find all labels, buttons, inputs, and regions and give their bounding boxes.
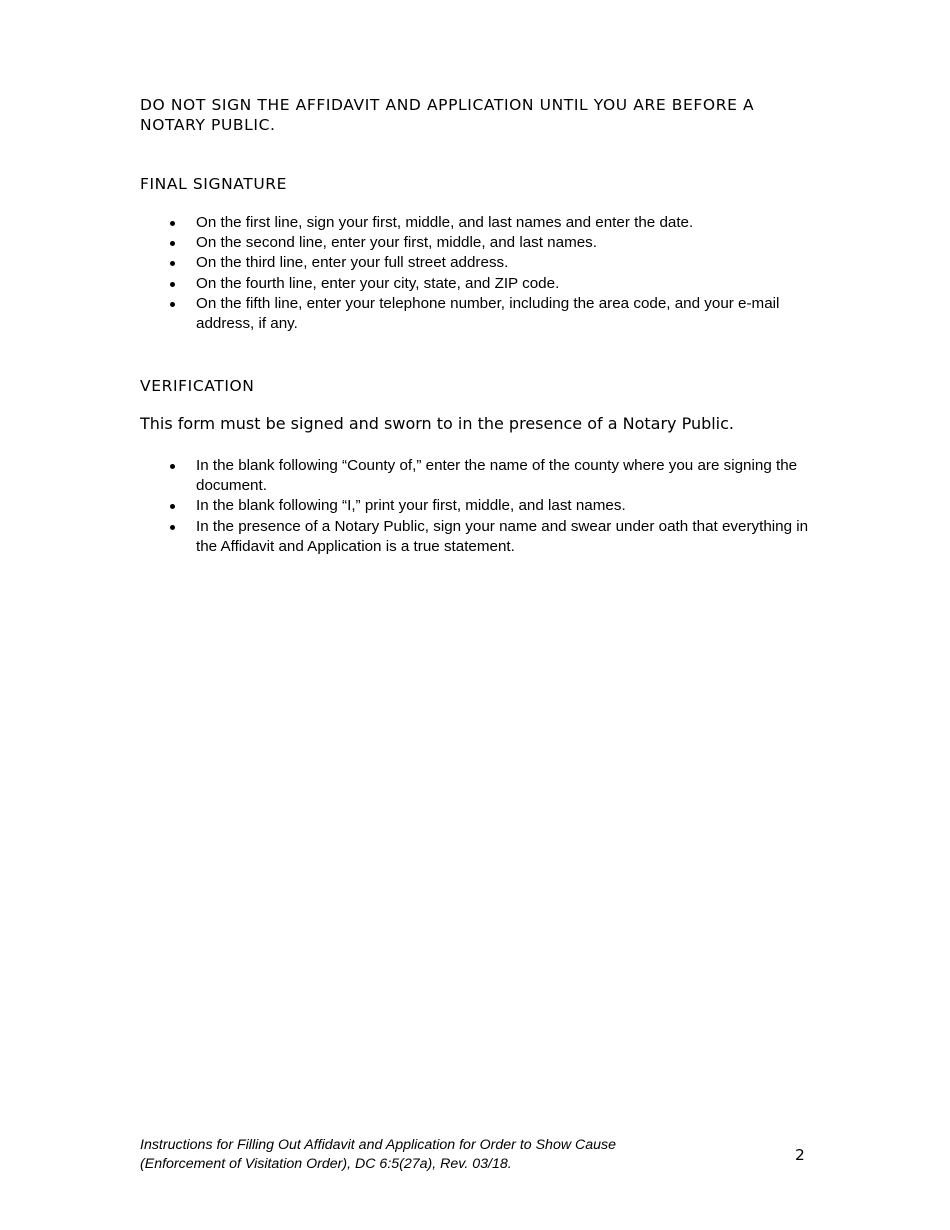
list-item: On the first line, sign your first, middle, and last names and enter the date. [140, 213, 820, 233]
bullet-icon [170, 504, 175, 509]
list-item: On the fourth line, enter your city, state, and ZIP code. [140, 274, 820, 294]
bullet-icon [170, 241, 175, 246]
final-signature-heading: FINAL SIGNATURE [140, 175, 288, 193]
footer-line-2: (Enforcement of Visitation Order), DC 6:5(27a), Rev. 03/18. [140, 1156, 512, 1172]
page-number: 2 [795, 1146, 805, 1164]
final-signature-list [140, 213, 820, 334]
list-item: In the blank following “I,” print your first, middle, and last names. [140, 496, 820, 516]
page-footer [140, 1136, 740, 1174]
list-item: On the third line, enter your full street address. [140, 253, 820, 273]
verification-intro: This form must be signed and sworn to in the presence of a Notary Public. [140, 414, 735, 433]
bullet-icon [170, 221, 175, 226]
list-item: On the fifth line, enter your telephone number, including the area code, and your e-mail address, if any. [140, 294, 820, 334]
notary-warning: DO NOT SIGN THE AFFIDAVIT AND APPLICATION UNTIL YOU ARE BEFORE A NOTARY PUBLIC. [140, 96, 755, 134]
bullet-icon [170, 302, 175, 307]
verification-list [140, 456, 820, 557]
list-item: On the second line, enter your first, middle, and last names. [140, 233, 820, 253]
bullet-icon [170, 282, 175, 287]
list-item: In the blank following “County of,” enter the name of the county where you are signing the document. [140, 456, 820, 496]
list-item: In the presence of a Notary Public, sign your name and swear under oath that everything in the Affidavit and Application is a true statement. [140, 517, 820, 557]
bullet-icon [170, 525, 175, 530]
bullet-icon [170, 261, 175, 266]
footer-line-1: Instructions for Filling Out Affidavit and Application for Order to Show Cause [140, 1137, 617, 1153]
bullet-icon [170, 464, 175, 469]
verification-heading: VERIFICATION [140, 377, 255, 395]
